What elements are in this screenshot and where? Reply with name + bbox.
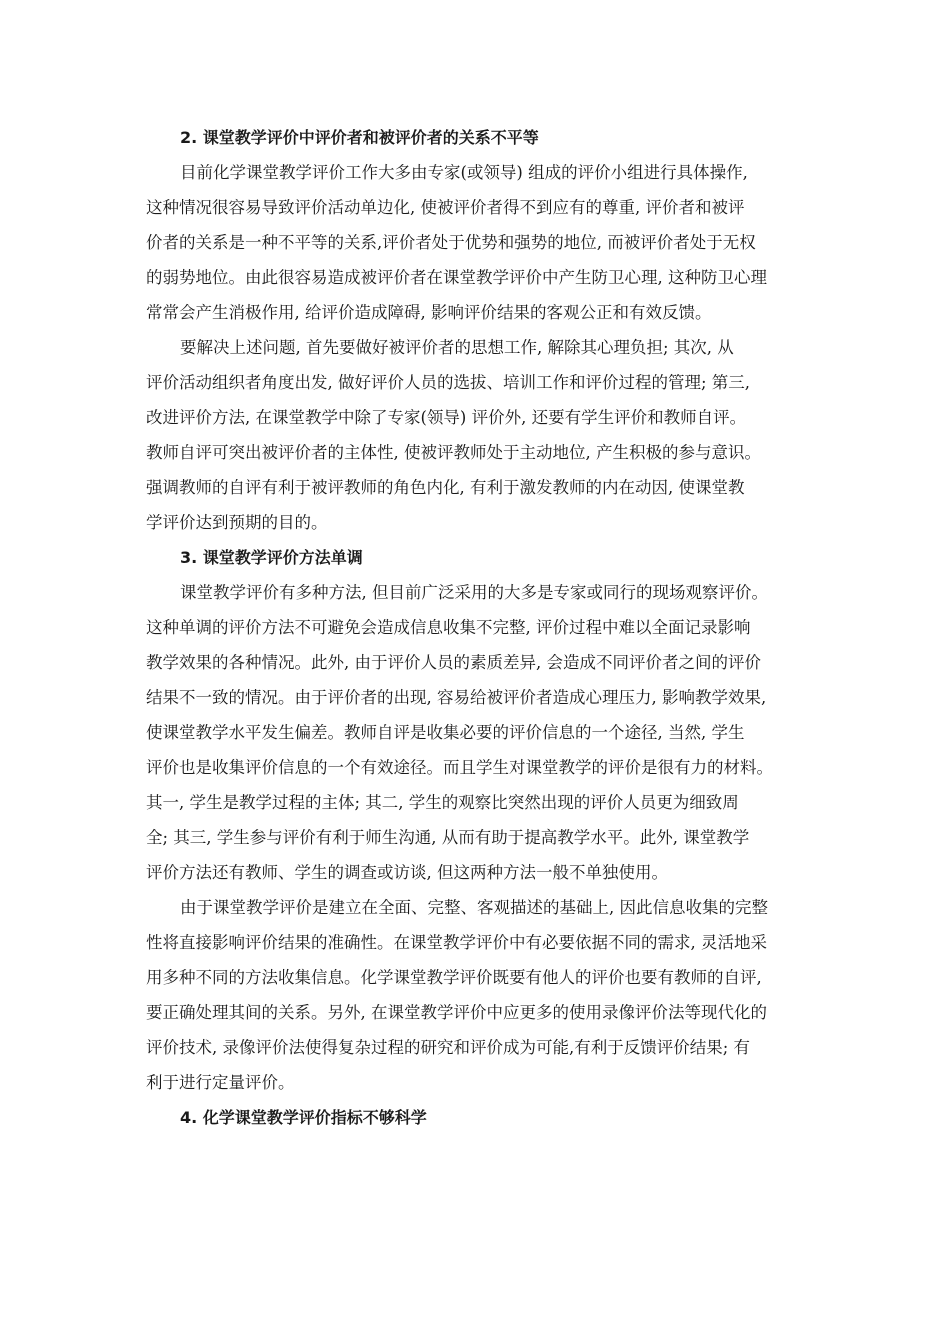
paragraph-line: 学评价达到预期的目的。 [146, 513, 328, 532]
paragraph-line: 教师自评可突出被评价者的主体性, 使被评教师处于主动地位, 产生积极的参与意识。 [146, 443, 761, 462]
section-heading-2: 2. 课堂教学评价中评价者和被评价者的关系不平等 [180, 128, 539, 147]
paragraph-line: 用多种不同的方法收集信息。化学课堂教学评价既要有他人的评价也要有教师的自评, [146, 968, 762, 987]
paragraph-line: 使课堂教学水平发生偏差。教师自评是收集必要的评价信息的一个途径, 当然, 学生 [146, 723, 745, 742]
paragraph-line: 常常会产生消极作用, 给评价造成障碍, 影响评价结果的客观公正和有效反馈。 [146, 303, 712, 322]
paragraph-line: 要解决上述问题, 首先要做好被评价者的思想工作, 解除其心理负担; 其次, 从 [180, 338, 734, 357]
paragraph-line: 评价活动组织者角度出发, 做好评价人员的选拔、培训工作和评价过程的管理; 第三, [146, 373, 751, 392]
paragraph-line: 这种单调的评价方法不可避免会造成信息收集不完整, 评价过程中难以全面记录影响 [146, 618, 751, 637]
paragraph-line: 目前化学课堂教学评价工作大多由专家(或领导) 组成的评价小组进行具体操作, [180, 163, 748, 182]
paragraph-line: 强调教师的自评有利于被评教师的角色内化, 有利于激发教师的内在动因, 使课堂教 [146, 478, 745, 497]
paragraph-line: 结果不一致的情况。由于评价者的出现, 容易给被评价者造成心理压力, 影响教学效果, [146, 688, 767, 707]
paragraph-line: 评价也是收集评价信息的一个有效途径。而且学生对课堂教学的评价是很有力的材料。 [146, 758, 773, 777]
paragraph-line: 由于课堂教学评价是建立在全面、完整、客观描述的基础上, 因此信息收集的完整 [180, 898, 768, 917]
paragraph-line: 改进评价方法, 在课堂教学中除了专家(领导) 评价外, 还要有学生评价和教师自评。 [146, 408, 747, 427]
paragraph-line: 教学效果的各种情况。此外, 由于评价人员的素质差异, 会造成不同评价者之间的评价 [146, 653, 761, 672]
section-heading-3: 3. 课堂教学评价方法单调 [180, 548, 363, 567]
paragraph-line: 要正确处理其间的关系。另外, 在课堂教学评价中应更多的使用录像评价法等现代化的 [146, 1003, 767, 1022]
paragraph-line: 的弱势地位。由此很容易造成被评价者在课堂教学评价中产生防卫心理, 这种防卫心理 [146, 268, 767, 287]
paragraph-line: 全; 其三, 学生参与评价有利于师生沟通, 从而有助于提高教学水平。此外, 课堂教学 [146, 828, 750, 847]
paragraph-line: 评价方法还有教师、学生的调查或访谈, 但这两种方法一般不单独使用。 [146, 863, 668, 882]
paragraph-line: 其一, 学生是教学过程的主体; 其二, 学生的观察比突然出现的评价人员更为细致周 [146, 793, 739, 812]
section-heading-4: 4. 化学课堂教学评价指标不够科学 [180, 1108, 427, 1127]
paragraph-line: 价者的关系是一种不平等的关系,评价者处于优势和强势的地位, 而被评价者处于无权 [146, 233, 756, 252]
paragraph-line: 这种情况很容易导致评价活动单边化, 使被评价者得不到应有的尊重, 评价者和被评 [146, 198, 745, 217]
paragraph-line: 利于进行定量评价。 [146, 1073, 295, 1092]
paragraph-line: 评价技术, 录像评价法使得复杂过程的研究和评价成为可能,有利于反馈评价结果; 有 [146, 1038, 751, 1057]
paragraph-line: 课堂教学评价有多种方法, 但目前广泛采用的大多是专家或同行的现场观察评价。 [180, 583, 768, 602]
paragraph-line: 性将直接影响评价结果的准确性。在课堂教学评价中有必要依据不同的需求, 灵活地采 [146, 933, 767, 952]
